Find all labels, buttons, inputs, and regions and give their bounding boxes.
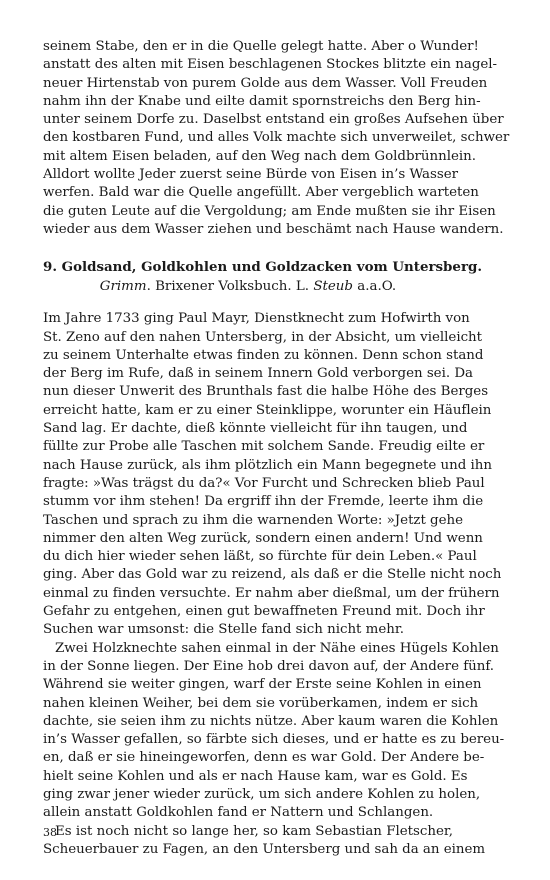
text-line: neuer Hirtenstab von purem Golde aus dem Wasser. Voll Freuden	[43, 75, 488, 91]
text-line: Während sie weiter gingen, warf der Erste seine Kohlen in einen	[43, 677, 482, 693]
text-line: du dich hier wieder sehen läßt, so fürchte für dein Leben.« Paul	[43, 549, 477, 565]
page-number: 38	[43, 826, 57, 839]
text-line: mit altem Eisen beladen, auf den Weg nach dem Goldbrünnlein.	[43, 148, 476, 164]
text-line: hielt seine Kohlen und als er nach Hause kam, war es Gold. Es	[43, 768, 468, 784]
paragraph-3	[43, 823, 486, 860]
text-line: füllte zur Probe alle Taschen mit solchem Sande. Freudig eilte er	[43, 439, 485, 455]
text-line: Taschen und sprach zu ihm die warnenden Worte: »Jetzt gehe	[43, 512, 464, 528]
text-line: anstatt des alten mit Eisen beschlagenen Stockes blitzte ein nagel-	[43, 57, 498, 73]
text-line: Gefahr zu entgehen, einen gut bewaffneten Freund mit. Doch ihr	[43, 604, 485, 620]
text-line: die guten Leute auf die Vergoldung; am Ende mußten sie ihr Eisen	[43, 203, 496, 219]
text-line: Alldort wollte Jeder zuerst seine Bürde von Eisen in’s Wasser	[43, 167, 458, 183]
text-line: nun dieser Unwerit des Brunthals fast die halbe Höhe des Berges	[43, 384, 489, 400]
text-line: ging. Aber das Gold war zu reizend, als daß er die Stelle nicht noch	[43, 567, 502, 583]
text-line: einmal zu finden versuchte. Er nahm aber dießmal, um der frühern	[43, 585, 500, 601]
text-line: Im Jahre 1733 ging Paul Mayr, Dienstknecht zum Hofwirth von	[43, 311, 470, 327]
text-line: nach Hause zurück, als ihm plötzlich ein Mann begegnete und ihn	[43, 457, 493, 473]
text-line: unter seinem Dorfe zu. Daselbst entstand ein großes Aufsehen über	[43, 112, 504, 128]
text-line: Scheuerbauer zu Fagen, an den Untersberg und sah da an einem	[43, 841, 486, 857]
source-citation	[43, 277, 453, 297]
text-line: in der Sonne liegen. Der Eine hob drei davon auf, der Andere fünf.	[43, 658, 495, 674]
section-heading: 9. Goldsand, Goldkohlen und Goldzacken vom Untersberg.	[43, 259, 483, 276]
text-line: werfen. Bald war die Quelle angefüllt. Aber vergeblich warteten	[43, 185, 479, 201]
text-line: fragte: »Was trägst du da?« Vor Furcht und Schrecken blieb Paul	[43, 475, 485, 491]
intro-paragraph	[43, 38, 510, 239]
text-line: Zwei Holzknechte sahen einmal in der Nähe eines Hügels Kohlen	[55, 640, 499, 656]
text-line: erreicht hatte, kam er zu einer Steinklippe, worunter ein Häuflein	[43, 402, 492, 418]
text-line: Sand lag. Er dachte, dieß könnte vielleicht für ihn taugen, und	[43, 421, 468, 437]
text-line: der Berg im Rufe, daß in seinem Innern Gold verborgen sei. Da	[43, 366, 473, 382]
text-line: dachte, sie seien ihm zu nichts nütze. Aber kaum waren die Kohlen	[43, 713, 499, 729]
text-line: Suchen war umsonst: die Stelle fand sich nicht mehr.	[43, 622, 404, 638]
text-line: zu seinem Unterhalte etwas finden zu können. Denn schon stand	[43, 347, 484, 363]
text-line: Es ist noch nicht so lange her, so kam Sebastian Fletscher,	[55, 823, 453, 839]
source-text: . Brixener Volksbuch. L.	[146, 279, 314, 295]
text-line: stumm vor ihm stehen! Da ergriff ihn der Fremde, leerte ihm die	[43, 494, 484, 510]
paragraph-2	[43, 640, 505, 823]
page-body	[43, 38, 510, 859]
source-author-grimm: Grimm	[99, 279, 147, 295]
text-line: wieder aus dem Wasser ziehen und beschämt nach Hause wandern.	[43, 221, 504, 237]
source-author-steub: Steub	[313, 279, 353, 295]
text-line: den kostbaren Fund, und alles Volk machte sich unverweilet, schwer	[43, 130, 510, 146]
text-line: St. Zeno auf den nahen Untersberg, in der Absicht, um vielleicht	[43, 329, 483, 345]
text-line: en, daß er sie hineingeworfen, denn es war Gold. Der Andere be-	[43, 750, 485, 766]
text-line: ging zwar jener wieder zurück, um sich andere Kohlen zu holen,	[43, 786, 481, 802]
text-line: in’s Wasser gefallen, so färbte sich dieses, und er hatte es zu bereu-	[43, 732, 505, 748]
text-line: nahen kleinen Weiher, bei dem sie vorüberkamen, indem er sich	[43, 695, 479, 711]
text-line: nahm ihn der Knabe und eilte damit spornstreichs den Berg hin-	[43, 93, 481, 109]
text-line: seinem Stabe, den er in die Quelle gelegt hatte. Aber o Wunder!	[43, 39, 479, 54]
text-line: allein anstatt Goldkohlen fand er Nattern und Schlangen.	[43, 805, 434, 821]
paragraph-1	[43, 310, 502, 639]
text-line: nimmer den alten Weg zurück, sondern einen andern! Und wenn	[43, 530, 483, 546]
source-text-end: a.a.O.	[353, 279, 397, 295]
